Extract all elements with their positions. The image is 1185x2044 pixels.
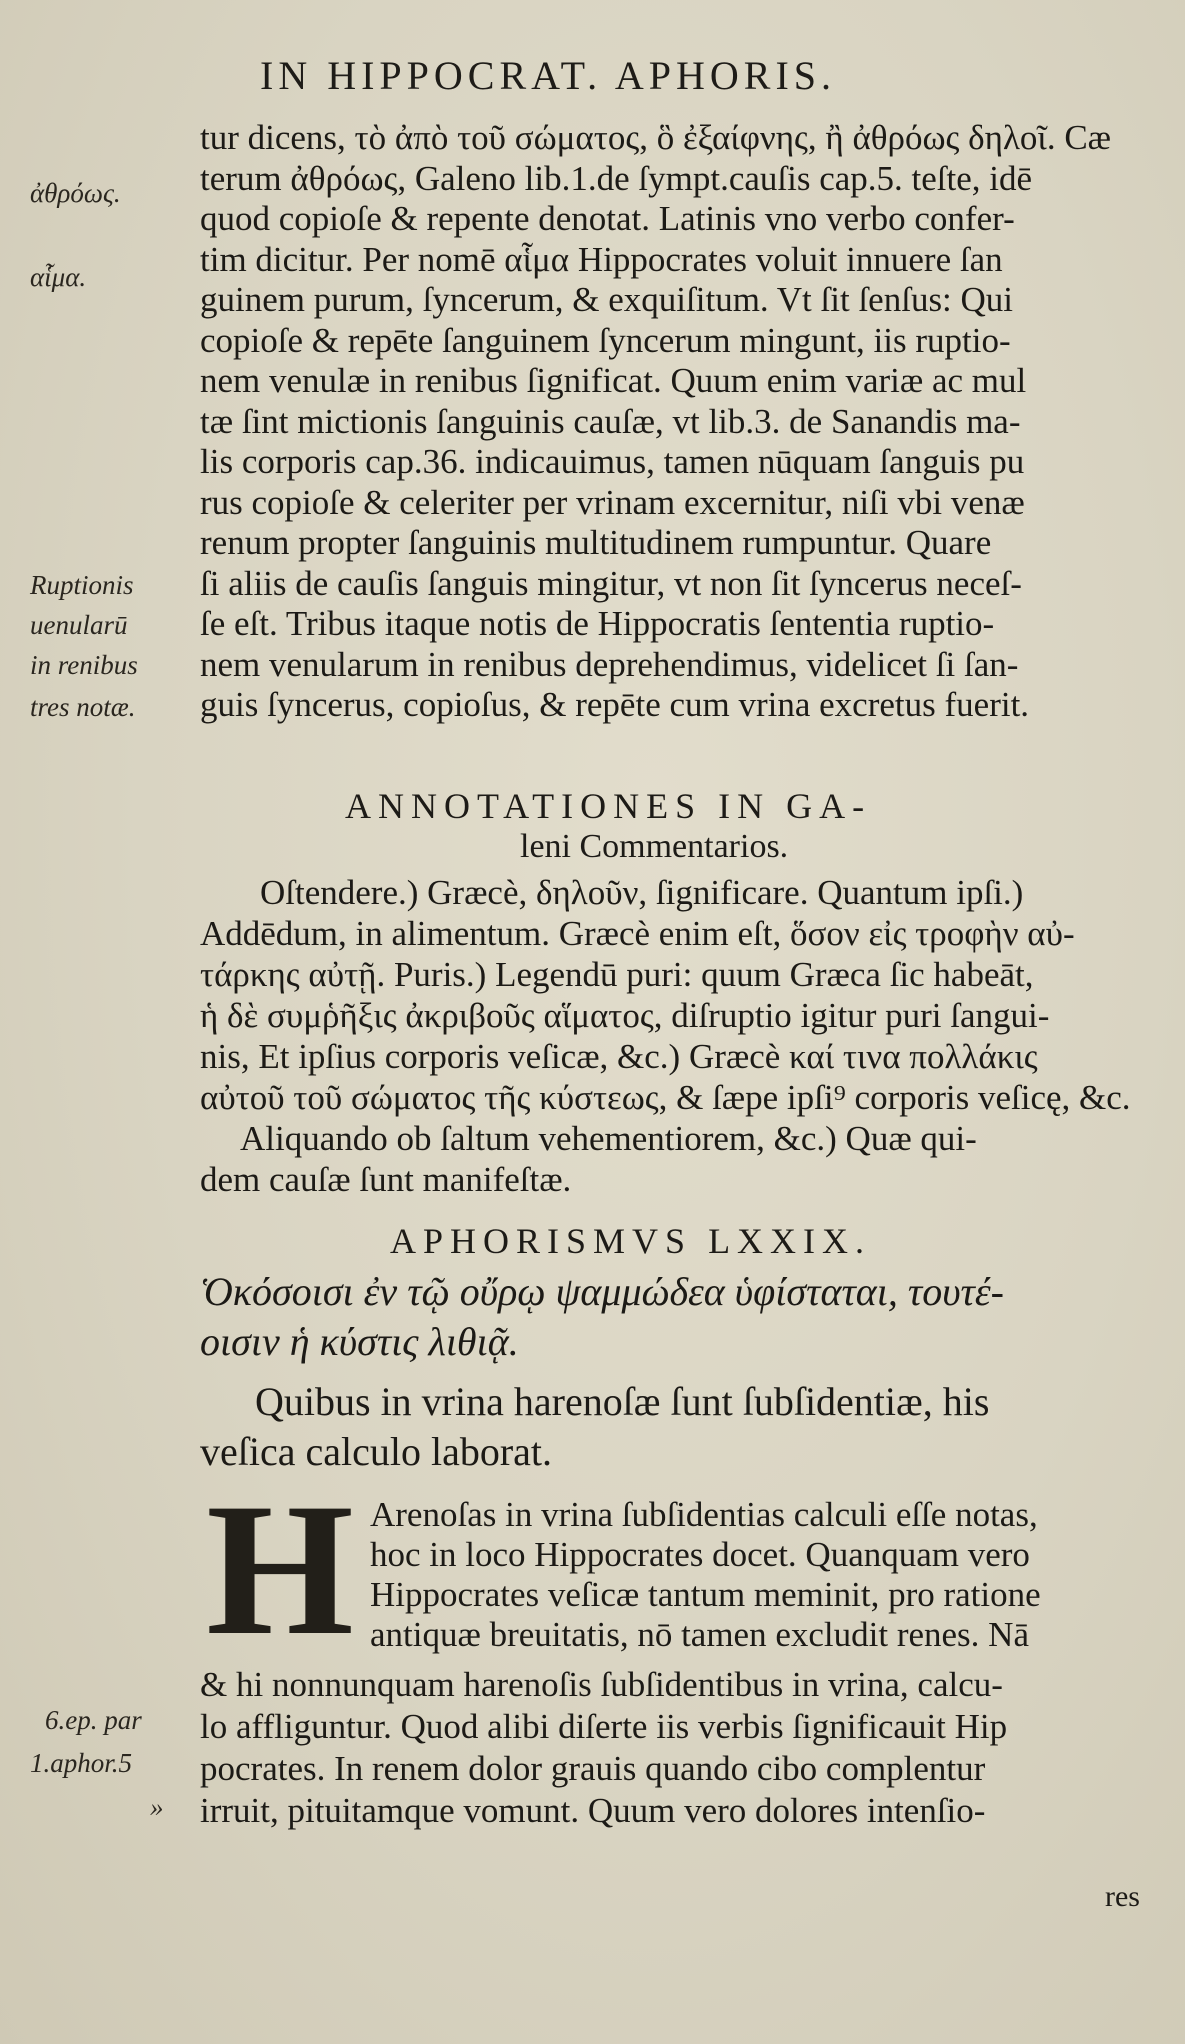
annotations-subheading: leni Commentarios. — [520, 828, 789, 865]
text-line: nis, Et ipſius corporis veſicæ, &c.) Græcè καί τινα πολλάκις — [200, 1037, 1038, 1076]
text-line: antiquæ breuitatis, nō tamen excludit renes. Nā — [370, 1615, 1029, 1654]
margin-note: » — [150, 1792, 164, 1822]
text-line: renum propter ſanguinis multitudinem rumpuntur. Quare — [200, 523, 992, 562]
aphorism-greek-line-1: Ὁκόσοισι ἐν τῷ οὔρῳ ψαμμώδεα ὑφίσταται, τουτέ- — [200, 1269, 1004, 1314]
margin-note: Ruptionis — [30, 570, 134, 600]
text-line: Arenoſas in vrina ſubſidentias calculi eſſe notas, — [370, 1495, 1038, 1534]
text-line: τάρκης αὐτῇ. Puris.) Legendū puri: quum Græca ſic habeāt, — [200, 955, 1034, 994]
text-line: tim dicitur. Per nomē αἷμα Hippocrates voluit innuere ſan — [200, 239, 1003, 279]
text-line: guinem purum, ſyncerum, & exquiſitum. Vt ſit ſenſus: Qui — [200, 280, 1014, 319]
margin-note: 6.ep. par — [45, 1705, 142, 1735]
drop-cap-letter: H — [206, 1465, 354, 1675]
text-line: nem venularum in renibus deprehendimus, videlicet ſi ſan- — [200, 644, 1019, 684]
text-line: rus copioſe & celeriter per vrinam excernitur, niſi vbi venæ — [200, 482, 1025, 522]
margin-note: αἷμα. — [30, 262, 87, 292]
text-line: ſe eſt. Tribus itaque notis de Hippocratis ſententia ruptio- — [200, 604, 995, 643]
text-line: & hi nonnunquam harenoſis ſubſidentibus in vrina, calcu- — [200, 1665, 1003, 1704]
text-line: dem cauſæ ſunt manifeſtæ. — [200, 1160, 572, 1199]
running-head: IN HIPPOCRAT. APHORIS. — [260, 53, 837, 98]
annotations-heading: ANNOTATIONES IN GA- — [345, 786, 872, 826]
aphorism-latin-line-1: Quibus in vrina harenoſæ ſunt ſubſidentiæ, his — [255, 1379, 990, 1424]
margin-note: ἀθρόως. — [30, 178, 121, 208]
text-line: tæ ſint mictionis ſanguinis cauſæ, vt lib.3. de Sanandis ma- — [200, 401, 1021, 441]
catchword: res — [1105, 1880, 1140, 1913]
text-line: Aliquando ob ſaltum vehementiorem, &c.) Quæ qui- — [240, 1119, 977, 1158]
text-line: quod copioſe & repente denotat. Latinis vno verbo confer- — [200, 199, 1015, 238]
margin-note: uenularū — [30, 610, 128, 640]
text-line: Addēdum, in alimentum. Græcè enim eſt, ὅσον εἰς τροφὴν αὐ- — [200, 914, 1075, 953]
text-line: tur dicens, τὸ ἀπὸ τοῦ σώματος, ὃ ἐξαίφνης, ἢ ἀθρόως δηλοῖ. Cæ — [200, 118, 1112, 157]
text-line: irruit, pituitamque vomunt. Quum vero dolores intenſio- — [200, 1791, 986, 1830]
text-line: guis ſyncerus, copioſus, & repēte cum vrina excretus fuerit. — [200, 685, 1030, 724]
margin-note: tres notæ. — [30, 692, 136, 722]
text-line: copioſe & repēte ſanguinem ſyncerum mingunt, iis ruptio- — [200, 320, 1011, 360]
aphorism-greek-line-2: οισιν ἡ κύστις λιθιᾷ. — [200, 1319, 519, 1364]
margin-note: 1.aphor.5 — [30, 1748, 133, 1778]
text-line: pocrates. In renem dolor grauis quando cibo complentur — [200, 1749, 986, 1788]
margin-note: in renibus — [30, 650, 138, 680]
text-line: terum ἀθρόως, Galeno lib.1.de ſympt.cauſis cap.5. teſte, idē — [200, 158, 1033, 198]
text-line: nem venulæ in renibus ſignificat. Quum enim variæ ac mul — [200, 361, 1027, 400]
text-line: hoc in loco Hippocrates docet. Quanquam vero — [370, 1535, 1030, 1574]
text-line: Oſtendere.) Græcè, δηλοῦν, ſignificare. Quantum ipſi.) — [260, 873, 1024, 912]
aphorism-heading: APHORISMVS LXXIX. — [390, 1221, 872, 1261]
text-line: Hippocrates veſicæ tantum meminit, pro ratione — [370, 1575, 1041, 1614]
text-line: lo affliguntur. Quod alibi diſerte iis verbis ſignificauit Hip — [200, 1707, 1008, 1746]
text-line: ſi aliis de cauſis ſanguis mingitur, vt non ſit ſyncerus neceſ- — [200, 563, 1022, 603]
text-line: ἡ δὲ συμῥῆξις ἀκριβοῦς αἵματος, diſruptio igitur puri ſangui- — [200, 996, 1050, 1035]
text-line: αὐτοῦ τοῦ σώματος τῆς κύστεως, & ſæpe ipſi⁹ corporis veſicę, &c. — [200, 1078, 1131, 1117]
text-line: lis corporis cap.36. indicauimus, tamen nūquam ſanguis pu — [200, 442, 1025, 481]
aphorism-latin-line-2: veſica calculo laborat. — [200, 1429, 553, 1474]
